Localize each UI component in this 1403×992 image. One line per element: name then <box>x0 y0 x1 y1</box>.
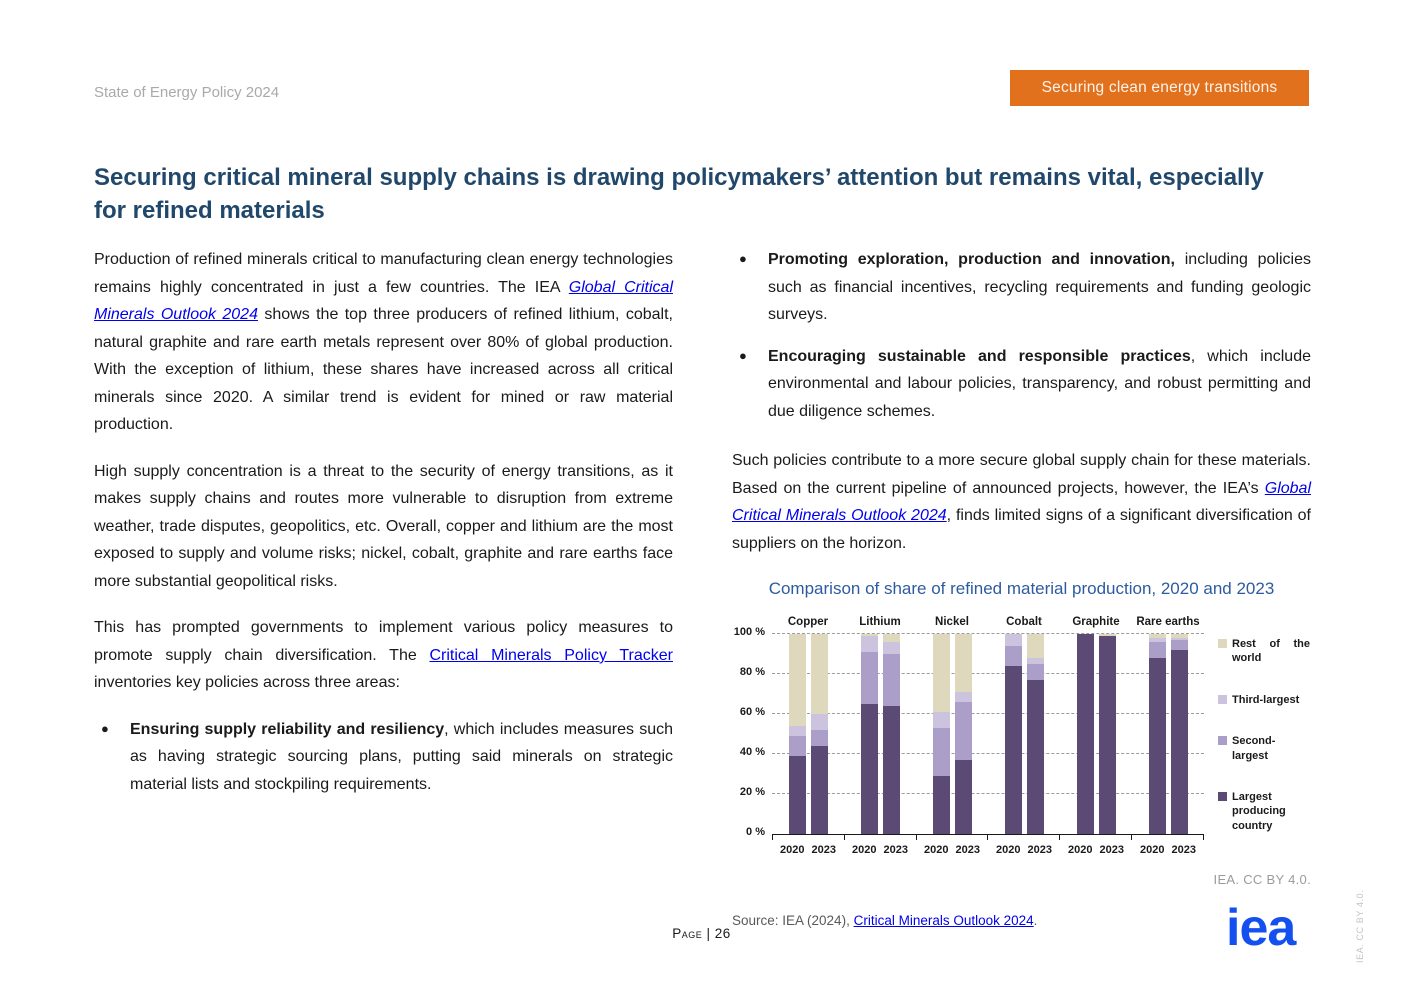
bar-segment <box>811 714 828 730</box>
x-tick <box>1059 835 1131 840</box>
paragraph: High supply concentration is a threat to the security of energy transitions, as it makes supply chains and routes more vulnerable to disruption from extreme weather, trade disputes, geopolitics, etc. Overall, copper and lithium are the most exposed to supply and volume risks; nickel, cobalt, graphite and rare earths face more substantial geopolitical risks. <box>94 462 673 590</box>
bullet-rest: , which includes measures such as having strategic sourcing plans, putting said minerals on strategic material lists and stockpiling requirements. <box>130 720 673 793</box>
bar-segment <box>955 634 972 692</box>
link-critical-minerals-policy-tracker[interactable]: Critical Minerals Policy Tracker <box>429 646 674 664</box>
chart-plot-area <box>772 613 1204 860</box>
year-label: 2020 <box>780 844 805 857</box>
bullet-text <box>768 343 1311 426</box>
y-tick-label: 0 % <box>746 826 765 839</box>
x-label-pair <box>916 841 988 860</box>
legend-item <box>1218 790 1310 833</box>
bullet-rest: , which include environmental and labour policies, transparency, and robust permitting and due diligence schemes. <box>768 347 1311 420</box>
legend-label: Third-largest <box>1232 693 1300 706</box>
gridline <box>772 633 1204 634</box>
bar-group <box>844 635 916 834</box>
x-label-pair <box>844 841 916 860</box>
bar-group <box>916 635 988 834</box>
legend-label: Second-largest <box>1232 735 1276 762</box>
link-global-critical-minerals-outlook[interactable]: Global Critical Minerals Outlook 2024 <box>94 278 674 324</box>
bar-segment <box>811 634 828 714</box>
bullet-rest: including policies such as financial incentives, recycling requirements and funding geologic surveys. <box>768 251 1311 324</box>
chart <box>732 578 1311 891</box>
legend-label: Largest producing country <box>1232 791 1286 832</box>
bar-segment <box>883 706 900 834</box>
stacked-bar <box>861 634 878 834</box>
side-license-note: IEA. CC BY 4.0. <box>1355 889 1365 963</box>
stacked-bar <box>1099 634 1116 834</box>
bar-segment <box>883 654 900 706</box>
bullet-item <box>732 246 1311 329</box>
y-tick-label: 60 % <box>739 706 765 719</box>
paragraph-text: Such policies contribute to a more secure global supply chain for these materials. Based on the current pipeline of announced projects, however, the IEA’s <box>732 452 1311 497</box>
bullet-icon: ● <box>101 720 109 736</box>
bar-segment <box>1027 664 1044 680</box>
bar-segment <box>955 760 972 834</box>
y-tick-label: 40 % <box>739 746 765 759</box>
bar-segment <box>861 652 878 704</box>
year-label: 2020 <box>852 844 877 857</box>
chart-body <box>732 613 1311 860</box>
paragraph-text: Production of refined minerals critical to manufacturing clean energy technologies remains highly concentrated in just a few countries. The IEA <box>94 251 673 296</box>
stacked-bar <box>1149 634 1166 834</box>
bar-segment <box>1005 666 1022 834</box>
bar-segment <box>933 712 950 728</box>
y-tick-label: 80 % <box>739 666 765 679</box>
bullet-lead: Encouraging sustainable and responsible practices <box>768 347 1191 365</box>
bar-segment <box>1027 634 1044 658</box>
chart-category-labels <box>772 613 1204 631</box>
y-tick-label: 20 % <box>739 786 765 799</box>
bar-segment <box>1149 642 1166 658</box>
stacked-bar <box>1077 634 1094 834</box>
bullet-icon: ● <box>739 347 747 363</box>
link-critical-minerals-outlook-source[interactable]: Critical Minerals Outlook 2024 <box>853 913 1034 929</box>
page-number: Page | 26 <box>672 926 731 941</box>
paragraph-text: This has prompted governments to implement various policy measures to promote supply chain diversification. The <box>94 619 673 664</box>
stacked-bar <box>955 634 972 834</box>
chart-x-labels <box>772 841 1204 860</box>
stacked-bar <box>1027 634 1044 834</box>
bar-segment <box>789 736 806 756</box>
bar-segment <box>1171 650 1188 834</box>
category-label: Cobalt <box>1006 616 1042 629</box>
x-label-pair <box>988 841 1060 860</box>
left-column <box>94 246 673 812</box>
paragraph-text: , finds limited signs of a significant diversification of suppliers on the horizon. <box>732 507 1311 552</box>
bar-segment <box>883 634 900 642</box>
bar-segment <box>1005 634 1022 646</box>
legend-item <box>1218 637 1310 666</box>
bullet-lead: Ensuring supply reliability and resiliency <box>130 720 445 738</box>
year-label: 2023 <box>955 844 980 857</box>
bar-segment <box>789 726 806 736</box>
x-tick <box>1131 835 1203 840</box>
paragraph <box>94 246 673 439</box>
bar-segment <box>1171 640 1188 650</box>
year-label: 2023 <box>883 844 908 857</box>
chart-legend <box>1218 637 1310 835</box>
year-label: 2020 <box>1068 844 1093 857</box>
stacked-bar <box>883 634 900 834</box>
category-label: Graphite <box>1072 616 1120 629</box>
document-title: State of Energy Policy 2024 <box>94 84 280 101</box>
bullet-item <box>94 716 673 799</box>
legend-item <box>1218 734 1310 763</box>
source-line <box>732 909 1311 932</box>
x-label-pair <box>1060 841 1132 860</box>
paragraph <box>94 614 673 697</box>
link-global-critical-minerals-outlook[interactable]: Global Critical Minerals Outlook 2024 <box>732 479 1311 525</box>
stacked-bar <box>1171 634 1188 834</box>
year-label: 2023 <box>1099 844 1124 857</box>
x-tick <box>987 835 1059 840</box>
category-label: Nickel <box>935 616 969 629</box>
legend-swatch <box>1218 695 1227 704</box>
year-label: 2020 <box>924 844 949 857</box>
x-tick <box>772 835 844 840</box>
bar-segment <box>1099 636 1116 834</box>
bullet-lead: Promoting exploration, production and innovation, <box>768 251 1175 268</box>
bar-segment <box>1149 658 1166 834</box>
bar-segment <box>933 728 950 776</box>
stacked-bar <box>933 634 950 834</box>
legend-swatch <box>1218 736 1227 745</box>
paragraph-text: inventories key policies across three areas: <box>94 674 400 692</box>
chart-attribution: IEA. CC BY 4.0. <box>1213 872 1311 887</box>
bar-group <box>988 635 1060 834</box>
category-label: Copper <box>787 616 829 629</box>
stacked-bar <box>789 634 806 834</box>
bar-segment <box>933 634 950 712</box>
bullet-text <box>130 716 673 799</box>
legend-label: Rest of the world <box>1232 638 1310 665</box>
bar-segment <box>1027 680 1044 834</box>
bar-segment <box>811 746 828 834</box>
legend-swatch <box>1218 639 1227 648</box>
section-banner: Securing clean energy transitions <box>1010 70 1309 106</box>
paragraph-text: shows the top three producers of refined lithium, cobalt, natural graphite and rare earth metals represent over 80% of global production. With the exception of lithium, these shares have increased across all critical minerals since 2020. A similar trend is evident for mined or raw material production. <box>94 306 674 434</box>
year-label: 2020 <box>1140 844 1165 857</box>
bar-segment <box>811 730 828 746</box>
source-text: . <box>1033 913 1038 929</box>
iea-logo: iea <box>1226 899 1296 957</box>
chart-y-axis <box>732 626 772 839</box>
bar-segment <box>1077 634 1094 834</box>
bullet-text <box>768 246 1311 329</box>
paragraph <box>732 447 1311 557</box>
bar-segment <box>933 776 950 834</box>
bar-segment <box>789 756 806 834</box>
chart-plot <box>772 635 1204 835</box>
source-text: Source: IEA (2024), <box>732 913 854 929</box>
bar-group <box>1132 635 1204 834</box>
x-tick <box>916 835 988 840</box>
year-label: 2023 <box>1171 844 1196 857</box>
chart-x-ticks <box>772 835 1204 840</box>
bar-group <box>772 635 844 834</box>
bar-segment <box>1005 646 1022 666</box>
year-label: 2023 <box>811 844 836 857</box>
stacked-bar <box>811 634 828 834</box>
legend-swatch <box>1218 792 1227 801</box>
bar-segment <box>955 702 972 760</box>
x-label-pair <box>1132 841 1204 860</box>
bar-segment <box>861 704 878 834</box>
stacked-bar <box>1005 634 1022 834</box>
bar-segment <box>955 692 972 702</box>
page-title: Securing critical mineral supply chains is drawing policymakers’ attention but remains vital, especially for refined materials <box>94 164 1264 225</box>
x-tick <box>844 835 916 840</box>
chart-title: Comparison of share of refined material production, 2020 and 2023 <box>768 579 1275 599</box>
legend-item <box>1218 693 1310 707</box>
bar-group <box>1060 635 1132 834</box>
year-label: 2023 <box>1027 844 1052 857</box>
bar-segment <box>861 636 878 652</box>
x-label-pair <box>772 841 844 860</box>
bar-segment <box>883 642 900 654</box>
category-label: Lithium <box>859 616 901 629</box>
bullet-item <box>732 343 1311 426</box>
category-label: Rare earths <box>1136 616 1200 629</box>
bar-segment <box>789 634 806 726</box>
y-tick-label: 100 % <box>733 626 765 639</box>
right-column <box>732 246 1311 933</box>
year-label: 2020 <box>996 844 1021 857</box>
bullet-icon: ● <box>739 251 747 266</box>
